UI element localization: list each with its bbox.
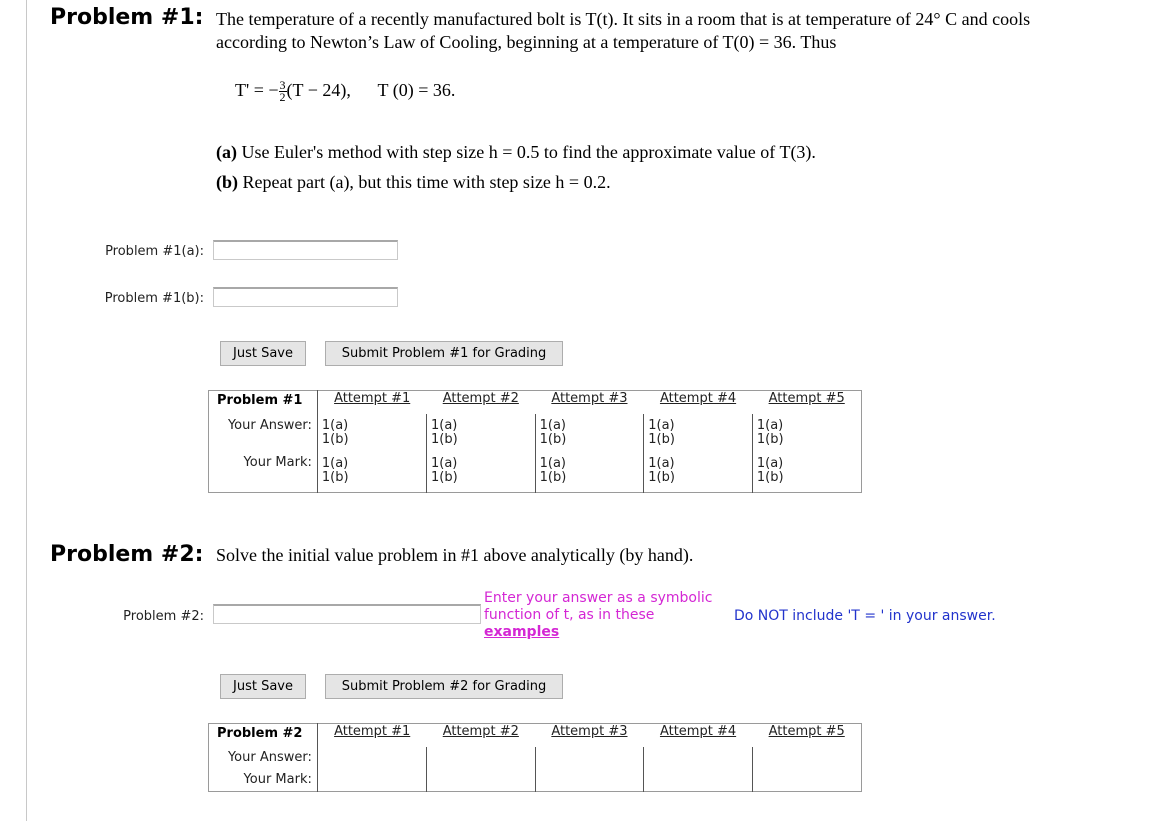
your-answer-label: Your Answer:: [209, 414, 318, 452]
problem1-part-a: [216, 142, 816, 163]
answer-cell: [535, 414, 644, 452]
answer-part-a: 1(a): [430, 418, 458, 433]
answer-cell: [535, 747, 644, 769]
answer-cell: [317, 414, 426, 452]
problem1-statement-line2: according to Newton’s Law of Cooling, beginning at a temperature of T(0) = 36. Thus: [216, 32, 837, 52]
table-header-row: [209, 724, 862, 748]
equation-fraction: [279, 80, 287, 103]
answer-cell: [752, 414, 861, 452]
mark-cell: [535, 769, 644, 792]
submit-problem2-button[interactable]: Submit Problem #2 for Grading: [325, 674, 563, 699]
answer-part-b: 1(b): [648, 432, 675, 447]
answer-cell: [426, 747, 535, 769]
input-1b-label: Problem #1(b):: [104, 291, 204, 306]
answer-input-2[interactable]: [213, 604, 481, 624]
problem1-part-b: [216, 172, 611, 193]
your-answer-row: [209, 747, 862, 769]
problem1-heading: Problem #1:: [50, 5, 204, 30]
attempt-2-link[interactable]: Attempt #2: [442, 724, 519, 739]
your-mark-label: Your Mark:: [209, 769, 318, 792]
answer-part-b: 1(b): [539, 432, 567, 447]
answer-part-a: 1(a): [756, 418, 784, 433]
symbolic-hint: [484, 590, 724, 641]
mark-part-b: 1(b): [648, 470, 675, 485]
attempt-4-link[interactable]: Attempt #4: [659, 724, 737, 739]
problem2-attempts-table: [208, 723, 862, 792]
mark-part-b: 1(b): [756, 470, 784, 485]
your-mark-row: [209, 769, 862, 792]
attempt-5-link[interactable]: Attempt #5: [768, 391, 845, 406]
left-border-line: [26, 0, 27, 821]
input-1a-label: Problem #1(a):: [105, 244, 204, 259]
mark-cell: [426, 452, 535, 493]
answer-part-a: 1(a): [321, 418, 349, 433]
attempt-2-link[interactable]: Attempt #2: [442, 391, 519, 406]
answer-cell: [644, 747, 753, 769]
mark-part-b: 1(b): [430, 470, 458, 485]
symbolic-hint-text: Enter your answer as a symbolic function of t, as in these: [484, 590, 713, 623]
attempt-4-link[interactable]: Attempt #4: [659, 391, 737, 406]
mark-cell: [644, 769, 753, 792]
mark-part-a: 1(a): [756, 456, 784, 471]
mark-cell: [535, 452, 644, 493]
attempt-3-link[interactable]: Attempt #3: [551, 391, 628, 406]
table-header-title: Problem #1: [209, 391, 318, 415]
answer-input-1b[interactable]: [213, 287, 398, 307]
mark-part-a: 1(a): [430, 456, 458, 471]
answer-part-b: 1(b): [321, 432, 349, 447]
problem2-statement: Solve the initial value problem in #1 above analytically (by hand).: [216, 545, 694, 565]
answer-cell: [317, 747, 426, 769]
submit-problem1-button[interactable]: Submit Problem #1 for Grading: [325, 341, 563, 366]
input-2-label: Problem #2:: [123, 609, 204, 624]
mark-cell: [317, 769, 426, 792]
mark-part-b: 1(b): [321, 470, 349, 485]
just-save-button-1[interactable]: Just Save: [220, 341, 306, 366]
fraction-denominator: 2: [279, 90, 286, 105]
answer-part-a: 1(a): [539, 418, 566, 433]
answer-cell: [644, 414, 753, 452]
your-answer-row: [209, 414, 862, 452]
answer-part-a: 1(a): [648, 418, 675, 433]
mark-cell: [426, 769, 535, 792]
initial-condition: T (0) = 36.: [377, 80, 456, 100]
examples-link[interactable]: examples: [484, 624, 560, 640]
attempt-1-link[interactable]: Attempt #1: [334, 724, 411, 739]
attempt-3-link[interactable]: Attempt #3: [551, 724, 628, 739]
mark-part-a: 1(a): [539, 456, 566, 471]
mark-cell: [752, 769, 861, 792]
your-answer-label: Your Answer:: [209, 747, 318, 769]
answer-part-b: 1(b): [430, 432, 458, 447]
mark-part-a: 1(a): [321, 456, 349, 471]
mark-cell: [317, 452, 426, 493]
table-header-row: [209, 391, 862, 415]
part-b-label: (b): [216, 172, 238, 192]
problem1-statement-line1: The temperature of a recently manufactured bolt is T(t). It sits in a room that is at temperature of 24° C and cools: [216, 9, 1031, 29]
problem2-heading: Problem #2:: [50, 542, 204, 567]
problem1-equation: [235, 80, 455, 103]
equation-lhs: T' = −: [235, 80, 279, 100]
mark-part-a: 1(a): [648, 456, 675, 471]
mark-cell: [644, 452, 753, 493]
part-a-text: Use Euler's method with step size h = 0.5 to find the approximate value of T(3).: [241, 142, 816, 162]
problem1-attempts-table: [208, 390, 862, 493]
answer-input-1a[interactable]: [213, 240, 398, 260]
format-note: Do NOT include 'T = ' in your answer.: [734, 608, 996, 624]
answer-cell: [426, 414, 535, 452]
your-mark-label: Your Mark:: [209, 452, 318, 493]
mark-cell: [752, 452, 861, 493]
equation-rhs: (T − 24),: [286, 80, 351, 100]
table-header-title: Problem #2: [209, 724, 318, 748]
mark-part-b: 1(b): [539, 470, 567, 485]
problem1-statement: [216, 8, 1141, 54]
answer-cell: [752, 747, 861, 769]
part-b-text: Repeat part (a), but this time with step size h = 0.2.: [242, 172, 611, 192]
part-a-label: (a): [216, 142, 237, 162]
just-save-button-2[interactable]: Just Save: [220, 674, 306, 699]
your-mark-row: [209, 452, 862, 493]
fraction-numerator: 3: [279, 78, 286, 93]
attempt-1-link[interactable]: Attempt #1: [334, 391, 411, 406]
answer-part-b: 1(b): [756, 432, 784, 447]
attempt-5-link[interactable]: Attempt #5: [768, 724, 845, 739]
